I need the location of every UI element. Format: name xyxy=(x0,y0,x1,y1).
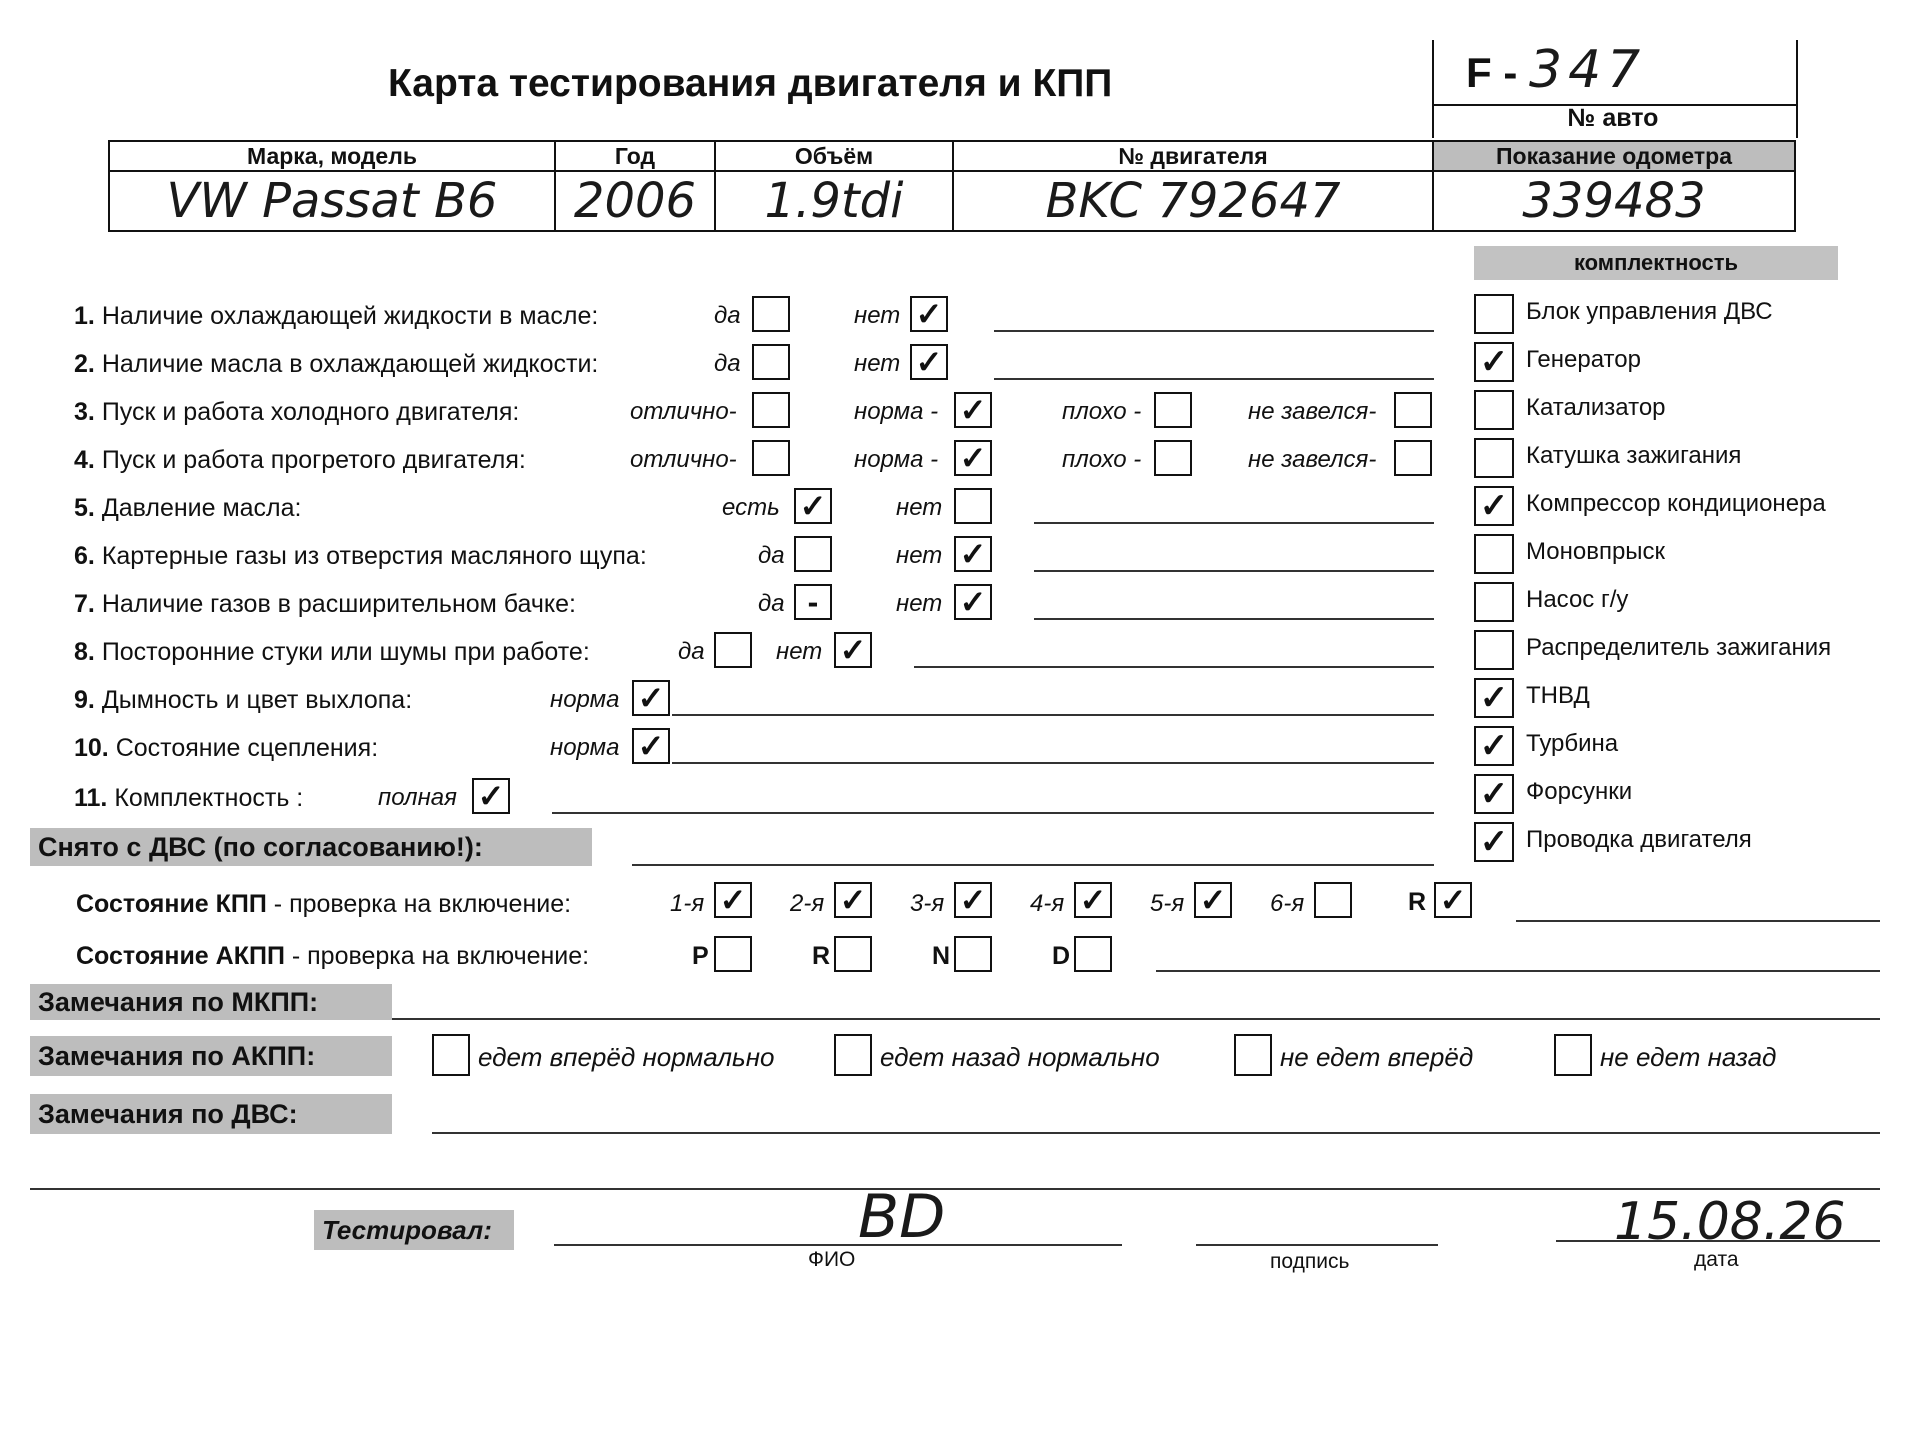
side-item-label: Турбина xyxy=(1526,730,1619,757)
q10-opt1-checkbox[interactable]: ✓ xyxy=(632,728,670,764)
q7-opt1-label: да xyxy=(758,590,785,617)
q11-notes-line[interactable] xyxy=(552,812,1434,814)
engine-number-value[interactable]: BKC 792647 xyxy=(953,171,1433,231)
mode-label: P xyxy=(692,942,709,970)
q3-opt2-checkbox[interactable]: ✓ xyxy=(954,392,992,428)
mode-checkbox[interactable] xyxy=(1074,936,1112,972)
f-number xyxy=(1466,40,1646,100)
gear-checkbox[interactable]: ✓ xyxy=(834,882,872,918)
q6-opt2-checkbox[interactable]: ✓ xyxy=(954,536,992,572)
q2-notes-line[interactable] xyxy=(994,378,1434,380)
question-10 xyxy=(74,734,378,763)
side-item-label: Генератор xyxy=(1526,346,1641,373)
side-checkbox[interactable]: ✓ xyxy=(1474,342,1514,382)
form-title: Карта тестирования двигателя и КПП xyxy=(388,62,1113,105)
q3-opt1-label: отлично- xyxy=(630,398,737,425)
mode-label: R xyxy=(812,942,831,970)
q9-opt1-checkbox[interactable]: ✓ xyxy=(632,680,670,716)
q8-opt1-checkbox[interactable] xyxy=(714,632,752,668)
akpp-remark-label: едет вперёд нормально xyxy=(478,1042,775,1072)
gear-label: 6-я xyxy=(1270,890,1305,917)
fio-value[interactable]: BD xyxy=(858,1182,946,1252)
q1-opt1-checkbox[interactable] xyxy=(752,296,790,332)
no-avto-label: № авто xyxy=(1567,104,1659,132)
q1-notes-line[interactable] xyxy=(994,330,1434,332)
mode-label: D xyxy=(1052,942,1071,970)
gear-checkbox[interactable] xyxy=(1314,882,1352,918)
question-number: 9. xyxy=(74,686,95,714)
q10-opt1-label: норма xyxy=(550,734,620,761)
question-text: Наличие газов в расширительном бачке: xyxy=(101,590,576,618)
akpp-label-bold: Состояние АКПП xyxy=(76,942,285,970)
kpp-label-bold: Состояние КПП xyxy=(76,890,267,918)
side-item-label: Блок управления ДВС xyxy=(1526,298,1773,325)
side-checkbox[interactable]: ✓ xyxy=(1474,774,1514,814)
question-3 xyxy=(74,398,519,427)
tested-by-label: Тестировал: xyxy=(314,1210,514,1250)
question-text: Наличие масла в охлаждающей жидкости: xyxy=(101,350,599,378)
question-number: 4. xyxy=(74,446,95,474)
q5-opt2-checkbox[interactable] xyxy=(954,488,992,524)
question-text: Комплектность : xyxy=(114,784,304,812)
kpp-label-rest: - проверка на включение: xyxy=(266,890,572,918)
question-number: 6. xyxy=(74,542,95,570)
komplektnost-title: комплектность xyxy=(1474,246,1838,280)
question-text: Пуск и работа прогретого двигателя: xyxy=(101,446,526,474)
q5-notes-line[interactable] xyxy=(1034,522,1434,524)
q2-opt1-label: да xyxy=(714,350,741,377)
q2-opt2-label: нет xyxy=(854,350,901,377)
q3-opt1-checkbox[interactable] xyxy=(752,392,790,428)
question-number: 8. xyxy=(74,638,95,666)
q6-notes-line[interactable] xyxy=(1034,570,1434,572)
question-text: Посторонние стуки или шумы при работе: xyxy=(101,638,590,666)
question-7 xyxy=(74,590,576,619)
question-text: Наличие охлаждающей жидкости в масле: xyxy=(101,302,599,330)
q1-opt2-label: нет xyxy=(854,302,901,329)
q4-opt3-label: плохо - xyxy=(1062,446,1142,473)
col-odometer: Показание одометра xyxy=(1433,141,1795,171)
mode-label: N xyxy=(932,942,951,970)
question-text: Пуск и работа холодного двигателя: xyxy=(101,398,520,426)
q2-opt2-checkbox[interactable]: ✓ xyxy=(910,344,948,380)
q4-opt4-checkbox[interactable] xyxy=(1394,440,1432,476)
q3-opt2-label: норма - xyxy=(854,398,939,425)
side-checkbox[interactable]: ✓ xyxy=(1474,678,1514,718)
question-number: 11. xyxy=(74,784,108,812)
q4-opt3-checkbox[interactable] xyxy=(1154,440,1192,476)
col-volume: Объём xyxy=(715,141,953,171)
q8-opt2-checkbox[interactable]: ✓ xyxy=(834,632,872,668)
side-checkbox[interactable] xyxy=(1474,294,1514,334)
gear-label: 1-я xyxy=(670,890,705,917)
question-text: Дымность и цвет выхлопа: xyxy=(101,686,413,714)
odometer-value[interactable]: 339483 xyxy=(1433,171,1795,231)
gear-label: R xyxy=(1408,888,1427,916)
q5-opt1-checkbox[interactable]: ✓ xyxy=(794,488,832,524)
side-item-label: ТНВД xyxy=(1526,682,1590,709)
question-text: Состояние сцепления: xyxy=(115,734,379,762)
akpp-notes-line[interactable] xyxy=(1156,970,1880,972)
q8-notes-line[interactable] xyxy=(914,666,1434,668)
kpp-label xyxy=(76,890,571,919)
col-make-model: Марка, модель xyxy=(109,141,555,171)
question-1 xyxy=(74,302,598,331)
side-checkbox[interactable] xyxy=(1474,438,1514,478)
f-prefix: F - xyxy=(1466,49,1518,96)
side-item-label: Распределитель зажигания xyxy=(1526,634,1832,661)
col-year: Год xyxy=(555,141,715,171)
akpp-remark-label: не едет вперёд xyxy=(1280,1042,1474,1072)
removed-parts-line[interactable] xyxy=(632,864,1434,866)
akpp-remark-label: не едет назад xyxy=(1600,1042,1777,1072)
side-checkbox[interactable]: ✓ xyxy=(1474,822,1514,862)
question-5 xyxy=(74,494,302,523)
remarks-mkpp-label: Замечания по МКПП: xyxy=(30,984,392,1020)
question-number: 2. xyxy=(74,350,95,378)
side-item-label: Компрессор кондиционера xyxy=(1526,490,1826,517)
side-checkbox[interactable]: ✓ xyxy=(1474,486,1514,526)
q6-opt1-checkbox[interactable] xyxy=(794,536,832,572)
q3-opt3-label: плохо - xyxy=(1062,398,1142,425)
question-11 xyxy=(74,784,303,813)
question-number: 1. xyxy=(74,302,95,330)
q4-opt1-label: отлично- xyxy=(630,446,737,473)
side-checkbox[interactable] xyxy=(1474,582,1514,622)
side-checkbox[interactable] xyxy=(1474,390,1514,430)
akpp-label xyxy=(76,942,589,971)
col-engine-number: № двигателя xyxy=(953,141,1433,171)
gear-label: 3-я xyxy=(910,890,945,917)
question-number: 7. xyxy=(74,590,95,618)
q3-opt4-label: не завелся- xyxy=(1248,398,1377,425)
q5-opt2-label: нет xyxy=(896,494,943,521)
akpp-label-rest: - проверка на включение: xyxy=(284,942,590,970)
q8-opt1-label: да xyxy=(678,638,705,665)
gear-checkbox[interactable]: ✓ xyxy=(1434,882,1472,918)
remarks-akpp-label: Замечания по АКПП: xyxy=(30,1036,392,1076)
gear-checkbox[interactable]: ✓ xyxy=(1194,882,1232,918)
side-item-label: Проводка двигателя xyxy=(1526,826,1752,853)
gear-checkbox[interactable]: ✓ xyxy=(1074,882,1112,918)
kpp-notes-line[interactable] xyxy=(1516,920,1880,922)
side-item-label: Катушка зажигания xyxy=(1526,442,1742,469)
gear-label: 4-я xyxy=(1030,890,1065,917)
q3-opt3-checkbox[interactable] xyxy=(1154,392,1192,428)
q8-opt2-label: нет xyxy=(776,638,823,665)
q4-opt2-label: норма - xyxy=(854,446,939,473)
q10-notes-line[interactable] xyxy=(672,762,1434,764)
akpp-remark-checkbox[interactable] xyxy=(432,1034,470,1076)
q1-opt2-checkbox[interactable]: ✓ xyxy=(910,296,948,332)
q7-opt2-checkbox[interactable]: ✓ xyxy=(954,584,992,620)
q9-opt1-label: норма xyxy=(550,686,620,713)
remarks-dvs-label: Замечания по ДВС: xyxy=(30,1094,392,1134)
q11-opt1-checkbox[interactable]: ✓ xyxy=(472,778,510,814)
q9-notes-line[interactable] xyxy=(672,714,1434,716)
side-item-label: Катализатор xyxy=(1526,394,1666,421)
signature-label: подпись xyxy=(1270,1250,1350,1273)
akpp-remark-checkbox[interactable] xyxy=(834,1034,872,1076)
date-value[interactable]: 15.08.26 xyxy=(1614,1192,1846,1252)
q7-notes-line[interactable] xyxy=(1034,618,1434,620)
gear-checkbox[interactable]: ✓ xyxy=(714,882,752,918)
side-item-label: Насос г/у xyxy=(1526,586,1629,613)
remarks-mkpp-line[interactable] xyxy=(392,1018,1880,1020)
question-2 xyxy=(74,350,598,379)
signature-line[interactable] xyxy=(1196,1244,1438,1246)
mode-checkbox[interactable] xyxy=(834,936,872,972)
q5-opt1-label: есть xyxy=(722,494,780,521)
fio-line[interactable] xyxy=(554,1244,1122,1246)
question-6 xyxy=(74,542,647,571)
q4-opt4-label: не завелся- xyxy=(1248,446,1377,473)
date-label: дата xyxy=(1694,1248,1739,1271)
question-9 xyxy=(74,686,412,715)
side-checkbox[interactable] xyxy=(1474,630,1514,670)
date-line[interactable] xyxy=(1556,1240,1880,1242)
side-item-label: Форсунки xyxy=(1526,778,1633,805)
vehicle-info-table xyxy=(108,140,1796,232)
akpp-remark-label: едет назад нормально xyxy=(880,1042,1160,1072)
q4-opt2-checkbox[interactable]: ✓ xyxy=(954,440,992,476)
question-number: 5. xyxy=(74,494,95,522)
mode-checkbox[interactable] xyxy=(714,936,752,972)
akpp-remark-checkbox[interactable] xyxy=(1234,1034,1272,1076)
f-number-value[interactable]: 347 xyxy=(1528,40,1647,100)
gear-label: 2-я xyxy=(790,890,825,917)
q2-opt1-checkbox[interactable] xyxy=(752,344,790,380)
question-4 xyxy=(74,446,526,475)
question-text: Картерные газы из отверстия масляного щупа: xyxy=(101,542,647,570)
make-model-value[interactable]: VW Passat B6 xyxy=(109,171,555,231)
section-separator xyxy=(30,1188,1880,1190)
year-value[interactable]: 2006 xyxy=(555,171,715,231)
gear-checkbox[interactable]: ✓ xyxy=(954,882,992,918)
volume-value[interactable]: 1.9tdi xyxy=(715,171,953,231)
removed-parts-label: Снято с ДВС (по согласованию!): xyxy=(30,828,592,866)
q4-opt1-checkbox[interactable] xyxy=(752,440,790,476)
fio-label: ФИО xyxy=(808,1248,856,1271)
side-item-label: Моновпрыск xyxy=(1526,538,1666,565)
q7-opt1-checkbox[interactable]: - xyxy=(794,584,832,620)
question-8 xyxy=(74,638,590,667)
q3-opt4-checkbox[interactable] xyxy=(1394,392,1432,428)
q11-opt1-label: полная xyxy=(378,784,457,811)
q6-opt2-label: нет xyxy=(896,542,943,569)
side-checkbox[interactable]: ✓ xyxy=(1474,726,1514,766)
q6-opt1-label: да xyxy=(758,542,785,569)
question-number: 10. xyxy=(74,734,109,762)
q1-opt1-label: да xyxy=(714,302,741,329)
akpp-remark-checkbox[interactable] xyxy=(1554,1034,1592,1076)
question-number: 3. xyxy=(74,398,95,426)
q7-opt2-label: нет xyxy=(896,590,943,617)
question-text: Давление масла: xyxy=(101,494,302,522)
remarks-dvs-line[interactable] xyxy=(432,1132,1880,1134)
gear-label: 5-я xyxy=(1150,890,1185,917)
mode-checkbox[interactable] xyxy=(954,936,992,972)
side-checkbox[interactable] xyxy=(1474,534,1514,574)
